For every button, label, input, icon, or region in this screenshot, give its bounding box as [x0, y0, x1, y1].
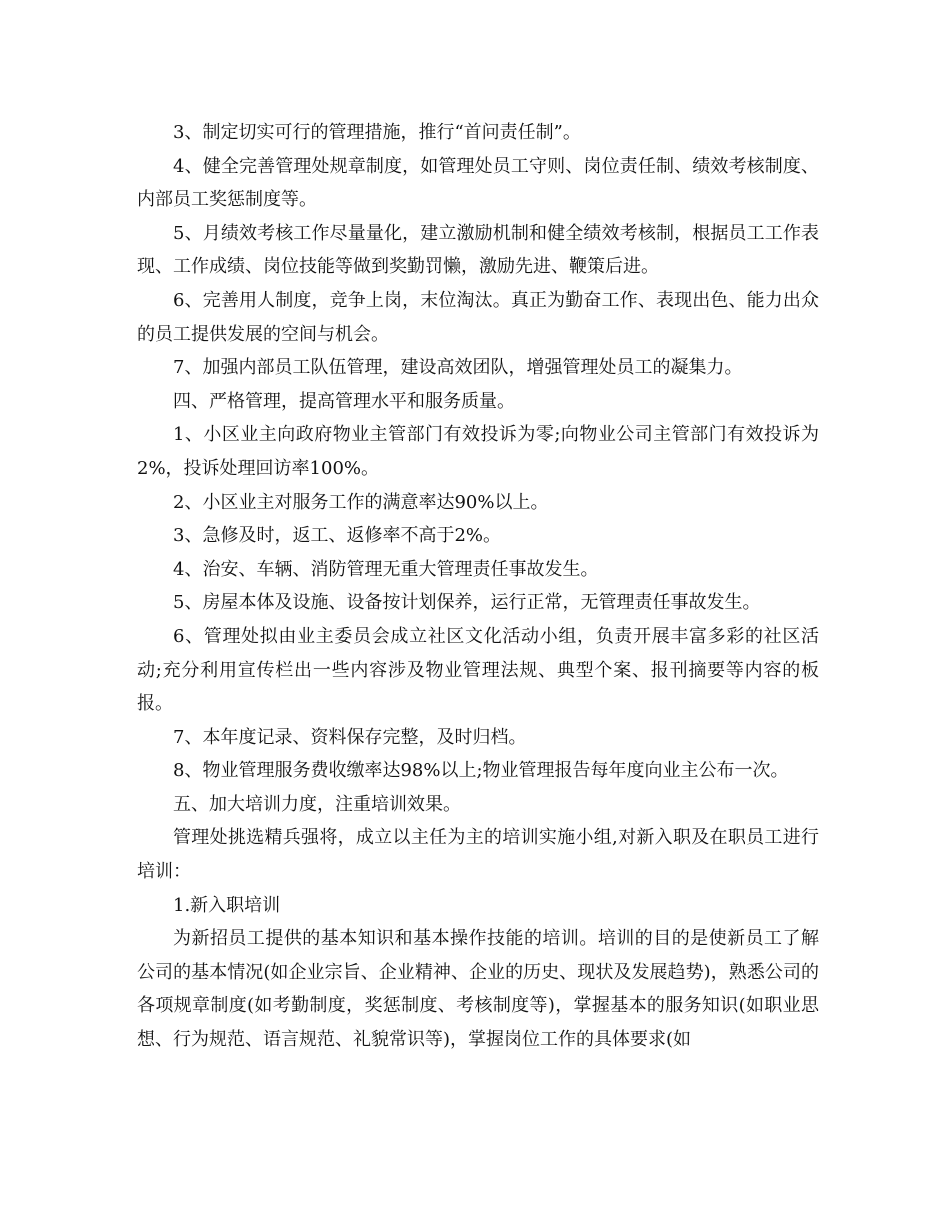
paragraph: 3、急修及时，返工、返修率不高于2%。 [173, 525, 502, 547]
paragraph: 7、本年度记录、资料保存完整，及时归档。 [173, 726, 527, 748]
paragraph: 6、完善用人制度，竞争上岗，末位淘汰。真正为勤奋工作、表现出色、能力出众的员工提供发展的空间与机会。 [137, 289, 819, 345]
paragraph: 4、健全完善管理处规章制度，如管理处员工守则、岗位责任制、绩效考核制度、内部员工奖惩制度等。 [137, 155, 819, 211]
paragraph: 2、小区业主对服务工作的满意率达90%以上。 [173, 491, 549, 513]
paragraph: 6、管理处拟由业主委员会成立社区文化活动小组，负责开展丰富多彩的社区活动;充分利用宣传栏出一些内容涉及物业管理法规、典型个案、报刊摘要等内容的板报。 [137, 625, 819, 715]
paragraph: 8、物业管理服务费收缴率达98%以上;物业管理报告每年度向业主公布一次。 [173, 760, 789, 782]
paragraph: 7、加强内部员工队伍管理，建设高效团队，增强管理处员工的凝集力。 [173, 357, 743, 379]
paragraph: 3、制定切实可行的管理措施，推行“首问责任制”。 [173, 122, 581, 143]
paragraph: 5、月绩效考核工作尽量量化，建立激励机制和健全绩效考核制，根据员工工作表现、工作成绩、岗位技能等做到奖勤罚懒，激励先进、鞭策后进。 [137, 222, 819, 278]
paragraph: 管理处挑选精兵强将，成立以主任为主的培训实施小组,对新入职及在职员工进行培训： [137, 827, 819, 883]
paragraph: 4、治安、车辆、消防管理无重大管理责任事故发生。 [173, 558, 599, 580]
paragraph: 为新招员工提供的基本知识和基本操作技能的培训。培训的目的是使新员工了解公司的基本情况(如企业宗旨、企业精神、企业的历史、现状及发展趋势)，熟悉公司的各项规章制度(如考勤制度，奖惩制度、考核制度等)，掌握基本的服务知识(如职业思想、行为规范、语言规范、礼貌常识等)，掌握岗位工作的具体要求(如 [137, 928, 819, 1051]
document-body [137, 116, 819, 1057]
paragraph: 1、小区业主向政府物业主管部门有效投诉为零;向物业公司主管部门有效投诉为2%，投诉处理回访率100%。 [137, 424, 819, 479]
section-heading: 五、加大培训力度，注重培训效果。 [173, 793, 461, 815]
section-heading: 四、严格管理，提高管理水平和服务质量。 [173, 390, 515, 412]
paragraph: 5、房屋本体及设施、设备按计划保养，运行正常，无管理责任事故发生。 [173, 592, 761, 614]
subsection-heading: 1.新入职培训 [173, 894, 281, 916]
